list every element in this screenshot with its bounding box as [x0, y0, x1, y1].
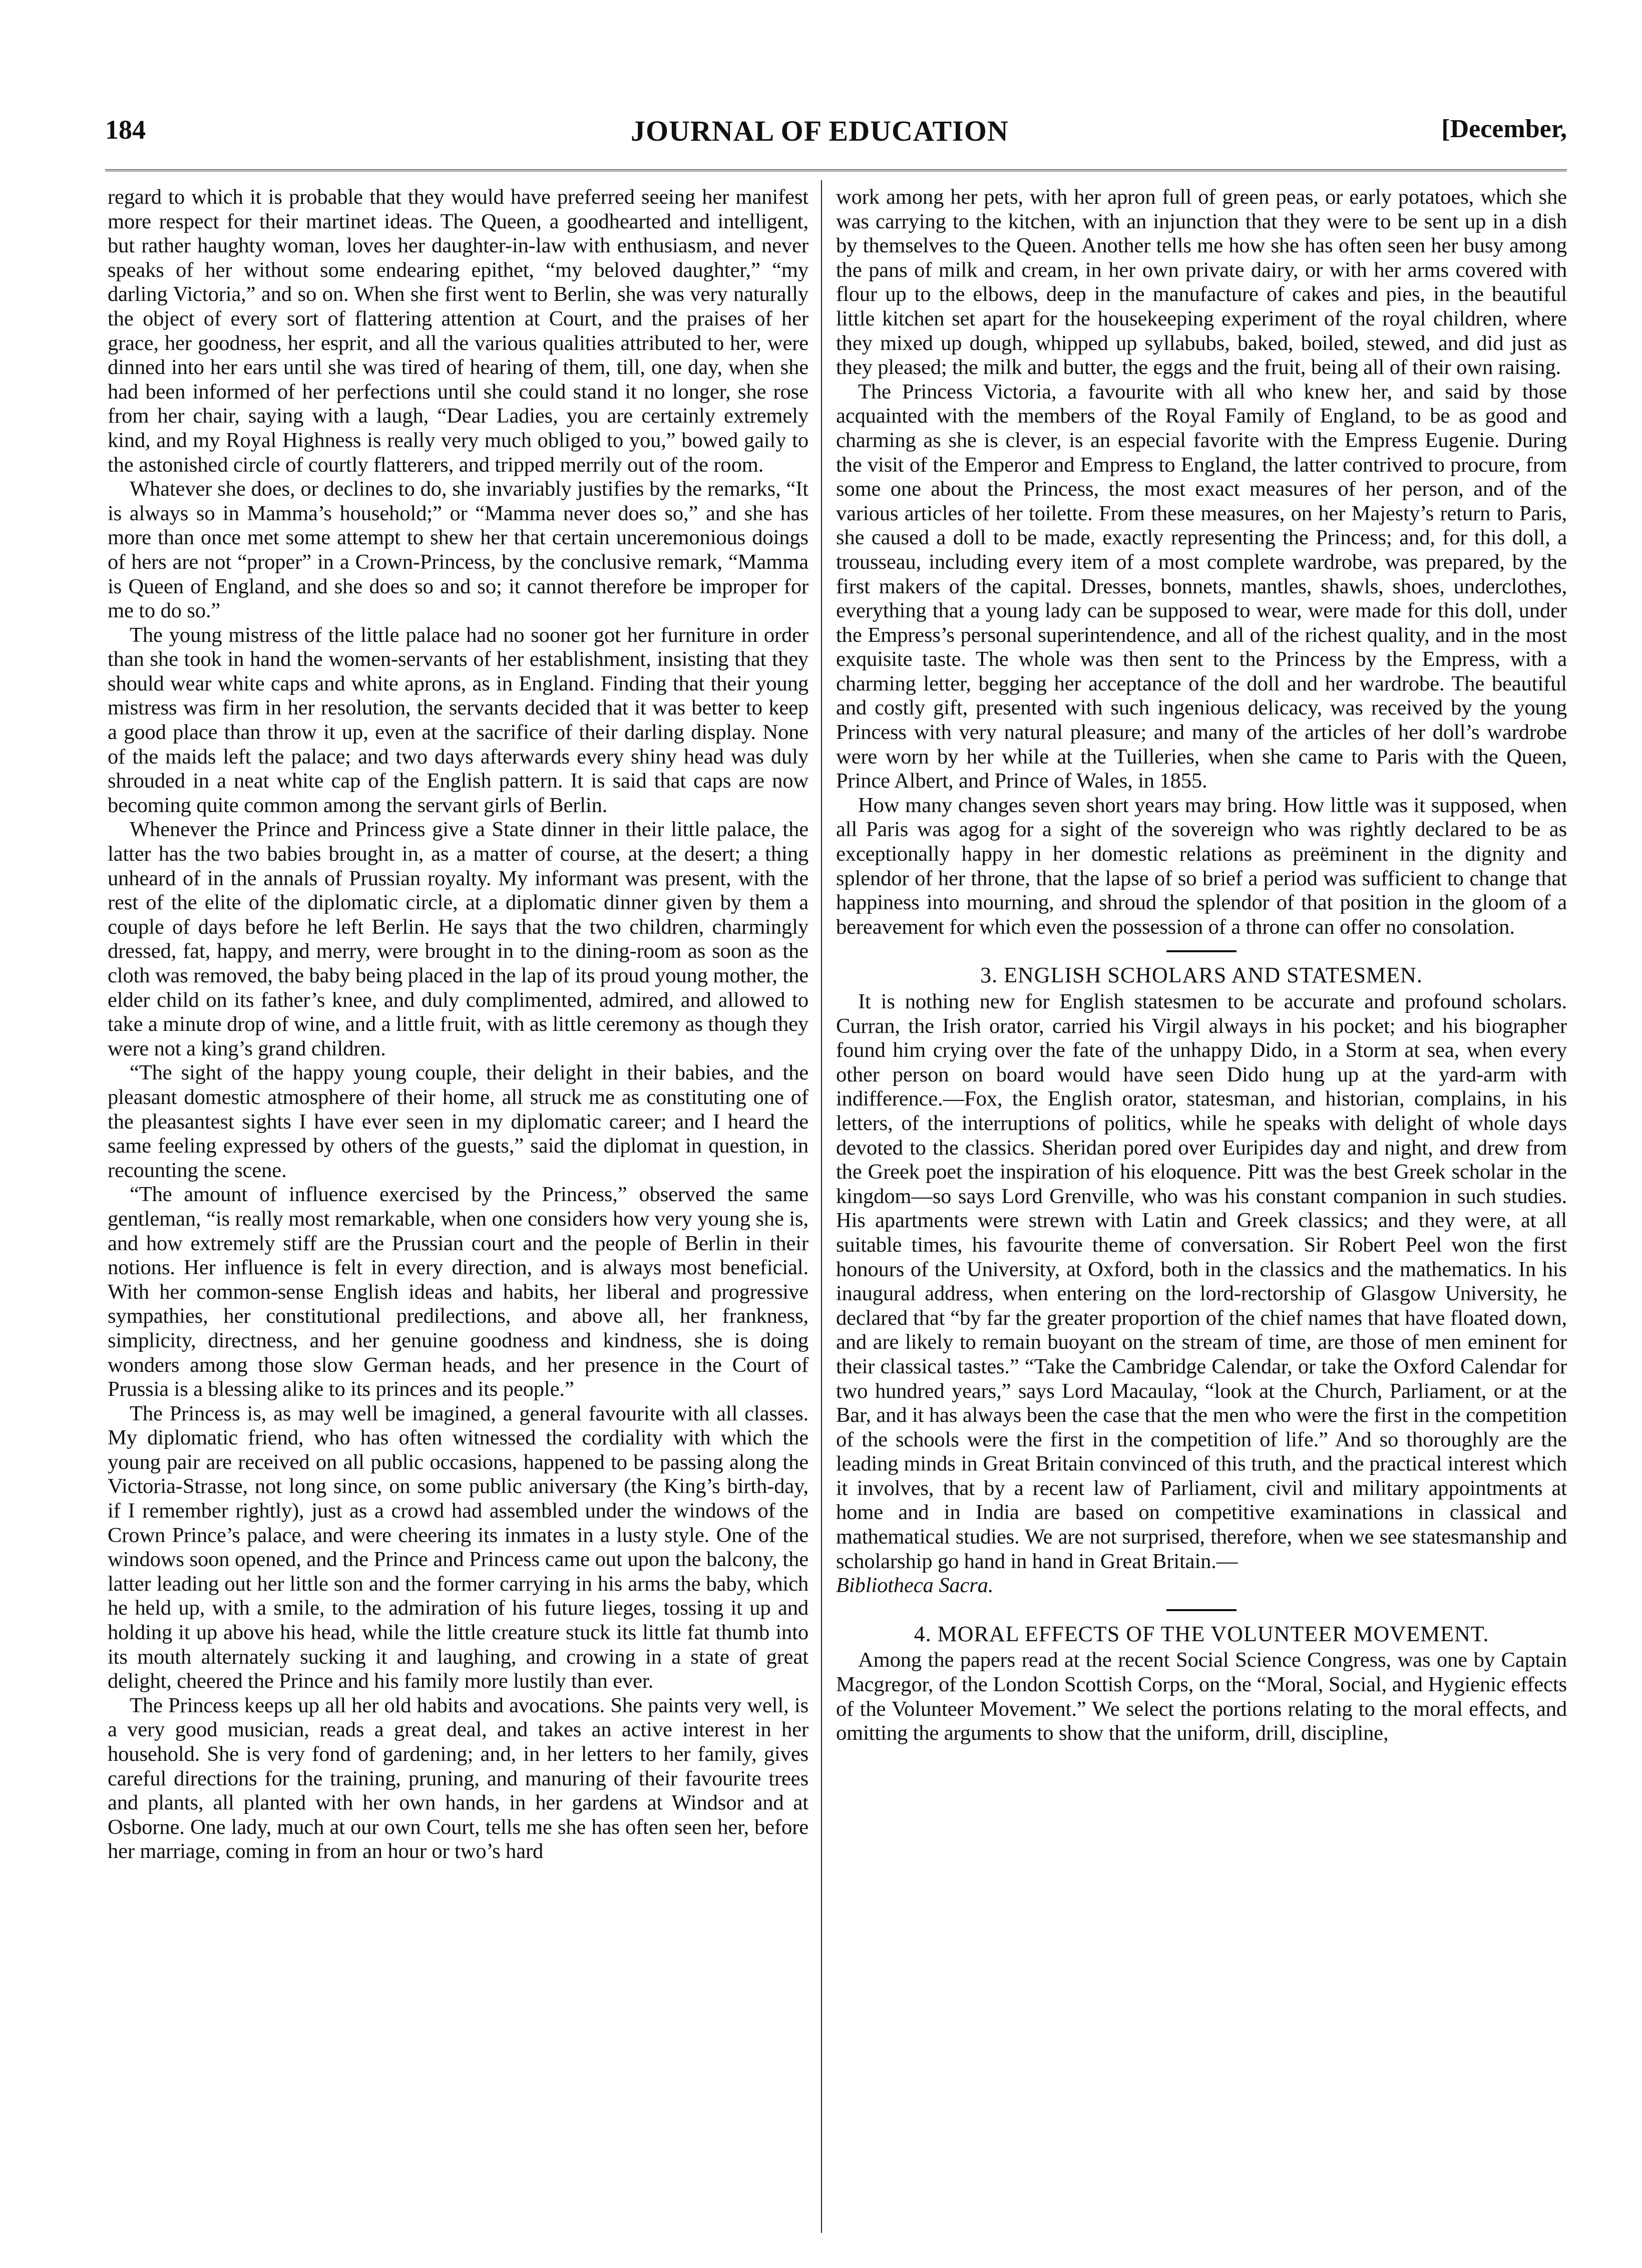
paragraph: Among the papers read at the recent Social Science Congress, was one by Captain Macgregor, of the London Scottish Corps, on the “Moral, Social, and Hygienic effects of the Volunteer Movement.” We select the portions relating to the moral effects, and omitting the arguments to show that the uniform, drill, discipline, — [836, 1648, 1567, 1745]
section-separator — [1166, 950, 1237, 952]
journal-title: JOURNAL OF EDUCATION — [631, 115, 1009, 147]
page-header — [105, 114, 1567, 159]
section-3-title: 3. ENGLISH SCHOLARS AND STATESMEN. — [980, 963, 1423, 988]
page-number: 184 — [105, 115, 146, 145]
paragraph: The young mistress of the little palace had no sooner got her furniture in order than she took in hand the women-servants of her establishment, insisting that they should wear white caps and white aprons, as in England. Finding that their young mistress was firm in her resolution, the servants decided that it was better to keep a good place than throw it up, even at the sacrifice of their darling display. None of the maids left the palace; and two days afterwards every shiny head was duly shrouded in a neat white cap of the English pattern. It is said that caps are now becoming quite common among the servant girls of Berlin. — [108, 623, 808, 817]
section-separator — [1166, 1609, 1237, 1611]
paragraph: “The sight of the happy young couple, their delight in their babies, and the pleasant domestic atmosphere of their home, all struck me as constituting one of the pleasantest sights I have ever seen in my diplomatic career; and I heard the same feeling expressed by others of the guests,” said the diplomat in question, in recounting the scene. — [108, 1061, 808, 1182]
source-citation — [836, 1574, 1567, 1598]
paragraph: How many changes seven short years may bring. How little was it supposed, when all Paris was agog for a sight of the sovereign who was rightly declared to be as exceptionally happy in her domestic relations as preëminent in the dignity and splendor of her throne, that the lapse of so brief a period was sufficient to change that happiness into mourning, and shroud the splendor of that position in the gloom of a bereavement for which even the possession of a throne can offer no consolation. — [836, 793, 1567, 939]
right-column — [836, 185, 1567, 1746]
column-divider — [821, 180, 822, 2233]
issue-month: [December, — [1441, 115, 1567, 143]
paragraph: Whatever she does, or declines to do, she invariably justifies by the remarks, “It is always so in Mamma’s household;” or “Mamma never does so,” and she has more than once met some attempt to shew her that certain unceremonious doings of hers are not “proper” in a Crown-Princess, by the conclusive remark, “Mamma is Queen of England, and she does so and so; it cannot therefore be improper for me to do so.” — [108, 477, 808, 623]
paragraph: The Princess keeps up all her old habits and avocations. She paints very well, is a very good musician, reads a great deal, and takes an active interest in her household. She is very fond of gardening; and, in her letters to her family, gives careful directions for the training, pruning, and manuring of their favourite trees and plants, all planted with her own hands, in her gardens at Windsor and at Osborne. One lady, much at our own Court, tells me she has often seen her, before her marriage, coming in from an hour or two’s hard — [108, 1693, 808, 1863]
left-column — [108, 185, 808, 1864]
section-4-title: 4. MORAL EFFECTS OF THE VOLUNTEER MOVEMENT. — [914, 1621, 1489, 1646]
paragraph: “The amount of influence exercised by the Princess,” observed the same gentleman, “is really most remarkable, when one considers how very young she is, and how extremely stiff are the Prussian court and the people of Berlin in their notions. Her influence is felt in every direction, and is always most beneficial. With her common-sense English ideas and habits, her liberal and progressive sympathies, her constitutional predilections, and above all, her frankness, simplicity, directness, and her genuine goodness and kindness, she is doing wonders among those slow German heads, and her presence in the Court of Prussia is a blessing alike to its princes and its people.” — [108, 1183, 808, 1401]
source-title: Bibliotheca Sacra. — [836, 1574, 994, 1598]
paragraph: work among her pets, with her apron full of green peas, or early potatoes, which she was carrying to the kitchen, with an injunction that they were to be sent up in a dish by themselves to the Queen. Another tells me how she has often seen her busy among the pans of milk and cream, in her own private dairy, or with her arms covered with flour up to the elbows, deep in the manufacture of cakes and pies, in the beautiful little kitchen set apart for the housekeeping experiment of the royal children, where they mixed up dough, whipped up syllabubs, baked, boiled, stewed, and did just as they pleased; the milk and butter, the eggs and the fruit, being all of their own raising. — [836, 185, 1567, 380]
paragraph: The Princess is, as may well be imagined, a general favourite with all classes. My diplomatic friend, who has often witnessed the cordiality with which the young pair are received on all public occasions, happened to be passing along the Victoria-Strasse, not long since, on some public aniversary (the King’s birth-day, if I remember rightly), just as a crowd had assembled under the windows of the Crown Prince’s palace, and were cheering its inmates in a lusty style. One of the windows soon opened, and the Prince and Princess came out upon the balcony, the latter leading out her little son and the former carrying in his arms the baby, which he held up, with a smile, to the admiration of his future lieges, tossing it up and holding it up above his head, while the little creature stuck its little fat thumb into its mouth alternately sucking it and laughing, and crowing in a state of great delight, cheered the Prince and his family more lustily than ever. — [108, 1401, 808, 1693]
header-rule — [105, 169, 1567, 174]
paragraph: The Princess Victoria, a favourite with all who knew her, and said by those acquainted with the members of the Royal Family of England, to be as good and charming as she is clever, is an especial favorite with the Empress Eugenie. During the visit of the Emperor and Empress to England, the latter contrived to procure, from some one about the Princess, the most exact measures of her person, and of the various articles of her toilette. From these measures, on her Majesty’s return to Paris, she caused a doll to be made, exactly representing the Princess; and, for this doll, a trousseau, including every item of a most complete wardrobe, was prepared, by the first makers of the capital. Dresses, bonnets, mantles, shawls, shoes, underclothes, everything that a young lady can be supposed to wear, were made for this doll, under the Empress’s personal superintendence, and all of the richest quality, and in the most exquisite taste. The whole was then sent to the Princess by the Empress, with a charming letter, begging her acceptance of the doll and her wardrobe. The beautiful and costly gift, presented with such ingenious delicacy, was received by the young Princess with very natural pleasure; and many of the articles of her doll’s wardrobe were worn by her while at the Tuilleries, when she came to Paris with the Queen, Prince Albert, and Prince of Wales, in 1855. — [836, 380, 1567, 793]
paragraph: It is nothing new for English statesmen to be accurate and profound scholars. Curran, the Irish orator, carried his Virgil always in his pocket; and his biographer found him crying over the fate of the unhappy Dido, in a Storm at sea, when every other person on board would have seen Dido hung up at the yard-arm with indifference.—Fox, the English orator, statesman, and historian, complains, in his letters, of the interruptions of politics, while he speaks with delight of whole days devoted to the classics. Sheridan pored over Euripides day and night, and drew from the Greek poet the inspiration of his eloquence. Pitt was the best Greek scholar in the kingdom—so says Lord Grenville, who was his constant companion in such studies. His apartments were strewn with Latin and Greek classics; and they were, at all suitable times, his favourite theme of conversation. Sir Robert Peel won the first honours of the University, at Oxford, both in the classics and the mathematics. In his inaugural address, when entering on the lord-rectorship of Glasgow University, he declared that “by far the greater proportion of the chief names that have floated down, and are likely to remain buoyant on the stream of time, are those of men eminent for their classical tastes.” “Take the Cambridge Calendar, or take the Oxford Calendar for two hundred years,” says Lord Macaulay, “look at the Church, Parliament, or at the Bar, and it has always been the case that the men who were the first in the competition of the schools were the first in the competition of life.” And so thoroughly are the leading minds in Great Britain convinced of this truth, and the practical interest which it involves, that by a recent law of Parliament, civil and military appointments at home and in India are based on competitive examinations in classical and mathematical studies. We are not surprised, therefore, when we see statesmanship and scholarship go hand in hand in Great Britain.— — [836, 990, 1567, 1573]
paragraph: Whenever the Prince and Princess give a State dinner in their little palace, the latter has the two babies brought in, as a matter of course, at the desert; a thing unheard of in the annals of Prussian royalty. My informant was present, with the rest of the elite of the diplomatic circle, at a diplomatic dinner given by them a couple of days before he left Berlin. He says that the two children, charmingly dressed, fat, happy, and merry, were brought in to the dining-room as soon as the cloth was removed, the baby being placed in the lap of its proud young mother, the elder child on its father’s knee, and duly complimented, admired, and allowed to take a minute drop of wine, and a little fruit, with as little ceremony as though they were not a king’s grand children. — [108, 818, 808, 1060]
paragraph: regard to which it is probable that they would have preferred seeing her manifest more respect for their martinet ideas. The Queen, a goodhearted and intelligent, but rather haughty woman, loves her daughter-in-law with enthusiasm, and never speaks of her without some endearing epithet, “my beloved daughter,” “my darling Victoria,” and so on. When she first went to Berlin, she was very naturally the object of every sort of flattering attention at Court, and the praises of her grace, her goodness, her esprit, and all the various qualities attributed to her, were dinned into her ears until she was tired of hearing of them, till, one day, when she had been informed of her perfections until she could stand it no longer, she rose from her chair, saying with a laugh, “Dear Ladies, you are certainly extremely kind, and my Royal Highness is really very much obliged to you,” bowed gaily to the astonished circle of courtly flatterers, and tripped merrily out of the room. — [108, 185, 808, 477]
